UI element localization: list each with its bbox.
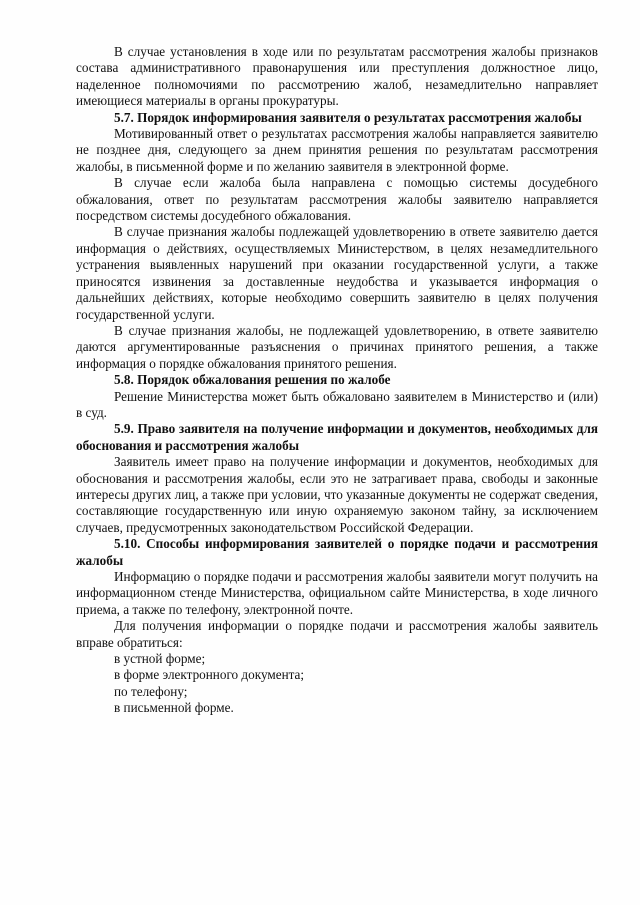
section-heading-5-10: 5.10. Способы информирования заявителей о порядке подачи и рассмотрения жалобы (76, 536, 598, 568)
paragraph-complaint-satisfied: В случае признания жалобы подлежащей удовлетворению в ответе заявителю дается информация о действиях, осуществляемых Министерством, в целях незамедлительного устранения выявленных нарушений при оказании государственной услуги, а также приносятся извинения за доставленные неудобства и указывается информация о дальнейших действиях, которые необходимо совершить заявителю в целях получения государственной услуги. (76, 224, 598, 322)
list-item-written: в письменной форме. (114, 700, 234, 716)
document-body (76, 44, 598, 717)
list-item-oral: в устной форме; (114, 651, 206, 667)
section-heading-5-7: 5.7. Порядок информирования заявителя о результатах рассмотрения жалобы (114, 109, 582, 125)
paragraph-appeal-decision: Решение Министерства может быть обжаловано заявителем в Министерство и (или) в суд. (76, 388, 598, 420)
paragraph-motivated-response: Мотивированный ответ о результатах рассмотрения жалобы направляется заявителю не позднее дня, следующего за днем принятия решения по результатам рассмотрения жалобы, в письменной форме и по желанию заявителя в электронной форме. (76, 126, 598, 174)
paragraph-pretrial-system-response: В случае если жалоба была направлена с помощью системы досудебного обжалования, ответ по результатам рассмотрения жалобы заявителю направляется посредством системы досудебного обжалования. (76, 175, 598, 224)
section-heading-5-8: 5.8. Порядок обжалования решения по жалобе (114, 372, 391, 388)
paragraph-prosecutor-referral: В случае установления в ходе или по результатам рассмотрения жалобы признаков состава административного правонарушения или преступления должностное лицо, наделенное полномочиями по рассмотрению жалоб, незамедлительно направляет имеющиеся материалы в органы прокуратуры. (76, 44, 598, 109)
paragraph-information-sources: Информацию о порядке подачи и рассмотрения жалобы заявители могут получить на информационном стенде Министерства, официальном сайте Министерства, в ходе личного приема, а также по телефону, электронной почте. (76, 569, 598, 617)
paragraph-right-to-information: Заявитель имеет право на получение информации и документов, необходимых для обоснования и рассмотрения жалобы, если это не затрагивает права, свободы и законные интересы других лиц, а также при условии, что указанные документы не содержат сведения, составляющие государственную или иную охраняемую законом тайну, за исключением случаев, предусмотренных законодательством Российской Федерации. (76, 454, 598, 535)
paragraph-complaint-rejected: В случае признания жалобы, не подлежащей удовлетворению, в ответе заявителю даются аргументированные разъяснения о причинах принятого решения, а также информация о порядке обжалования принятого решения. (76, 322, 598, 371)
paragraph-contact-methods-intro: Для получения информации о порядке подачи и рассмотрения жалобы заявитель вправе обратиться: (76, 618, 598, 650)
list-item-phone: по телефону; (114, 683, 188, 699)
list-item-electronic: в форме электронного документа; (114, 667, 305, 683)
section-heading-5-9: 5.9. Право заявителя на получение информации и документов, необходимых для обоснования и рассмотрения жалобы (76, 421, 598, 453)
